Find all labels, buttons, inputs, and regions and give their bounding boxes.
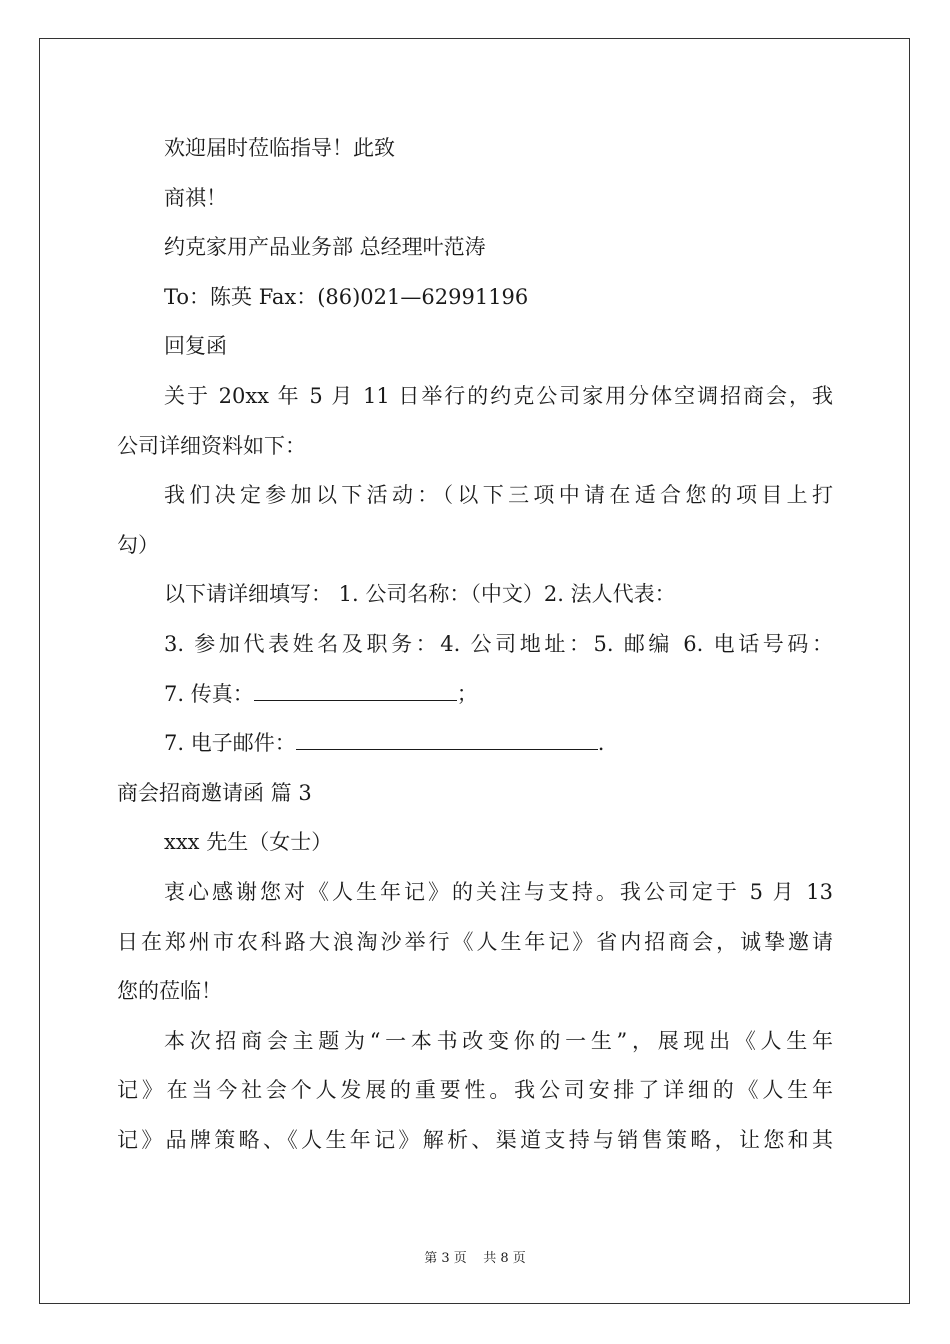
form-fields-line: 以下请详细填写： 1. 公司名称：（中文）2. 法人代表： [164, 582, 676, 607]
paragraph-line: 衷心感谢您对《人生年记》的关注与支持。我公司定于 5 月 13 [164, 879, 833, 904]
paragraph-line: 公司详细资料如下： [117, 433, 306, 458]
paragraph-line: 记》在当今社会个人发展的重要性。我公司安排了详细的《人生年 [117, 1078, 833, 1103]
fax-field-blank [254, 678, 457, 701]
fax-field-line [117, 674, 833, 724]
page-number: 第 3 页 [424, 1251, 467, 1266]
email-field-blank [296, 727, 598, 750]
paragraph-line: 日在郑州市农科路大浪淘沙举行《人生年记》省内招商会，诚挚邀请 [117, 929, 833, 954]
closing-line: 欢迎届时莅临指导！此致 [164, 136, 395, 160]
paragraph-line: 本次招商会主题为“一本书改变你的一生”，展现出《人生年 [164, 1028, 833, 1053]
section-heading: 商会招商邀请函 篇 3 [117, 780, 312, 805]
signature-line: 约克家用产品业务部 总经理叶范涛 [164, 235, 486, 260]
reply-heading: 回复函 [164, 334, 227, 359]
paragraph-line: 关于 20xx 年 5 月 11 日举行的约克公司家用分体空调招商会，我 [164, 383, 833, 408]
email-field-line [117, 723, 833, 773]
paragraph-line: 我们决定参加以下活动：（以下三项中请在适合您的项目上打 [164, 483, 833, 508]
paragraph-line: 勾） [117, 532, 159, 557]
email-field-end: . [597, 731, 605, 756]
fax-line: To：陈英 Fax：(86)021—62991196 [164, 284, 529, 309]
salutation-line: 商祺！ [164, 185, 227, 210]
form-fields-line: 3. 参加代表姓名及职务：4. 公司地址：5. 邮编 6. 电话号码： [164, 631, 833, 656]
fax-field-end: ； [456, 681, 478, 706]
addressee-line: xxx 先生（女士） [164, 830, 333, 855]
paragraph-line: 记》品牌策略、《人生年记》解析、渠道支持与销售策略，让您和其 [117, 1127, 833, 1152]
email-field-label: 7. 电子邮件： [164, 731, 296, 756]
page-total: 共 8 页 [483, 1251, 526, 1266]
page-footer [0, 1247, 950, 1266]
paragraph-line: 您的莅临！ [117, 979, 222, 1004]
fax-field-label: 7. 传真： [164, 681, 254, 706]
document-body [117, 128, 833, 1169]
